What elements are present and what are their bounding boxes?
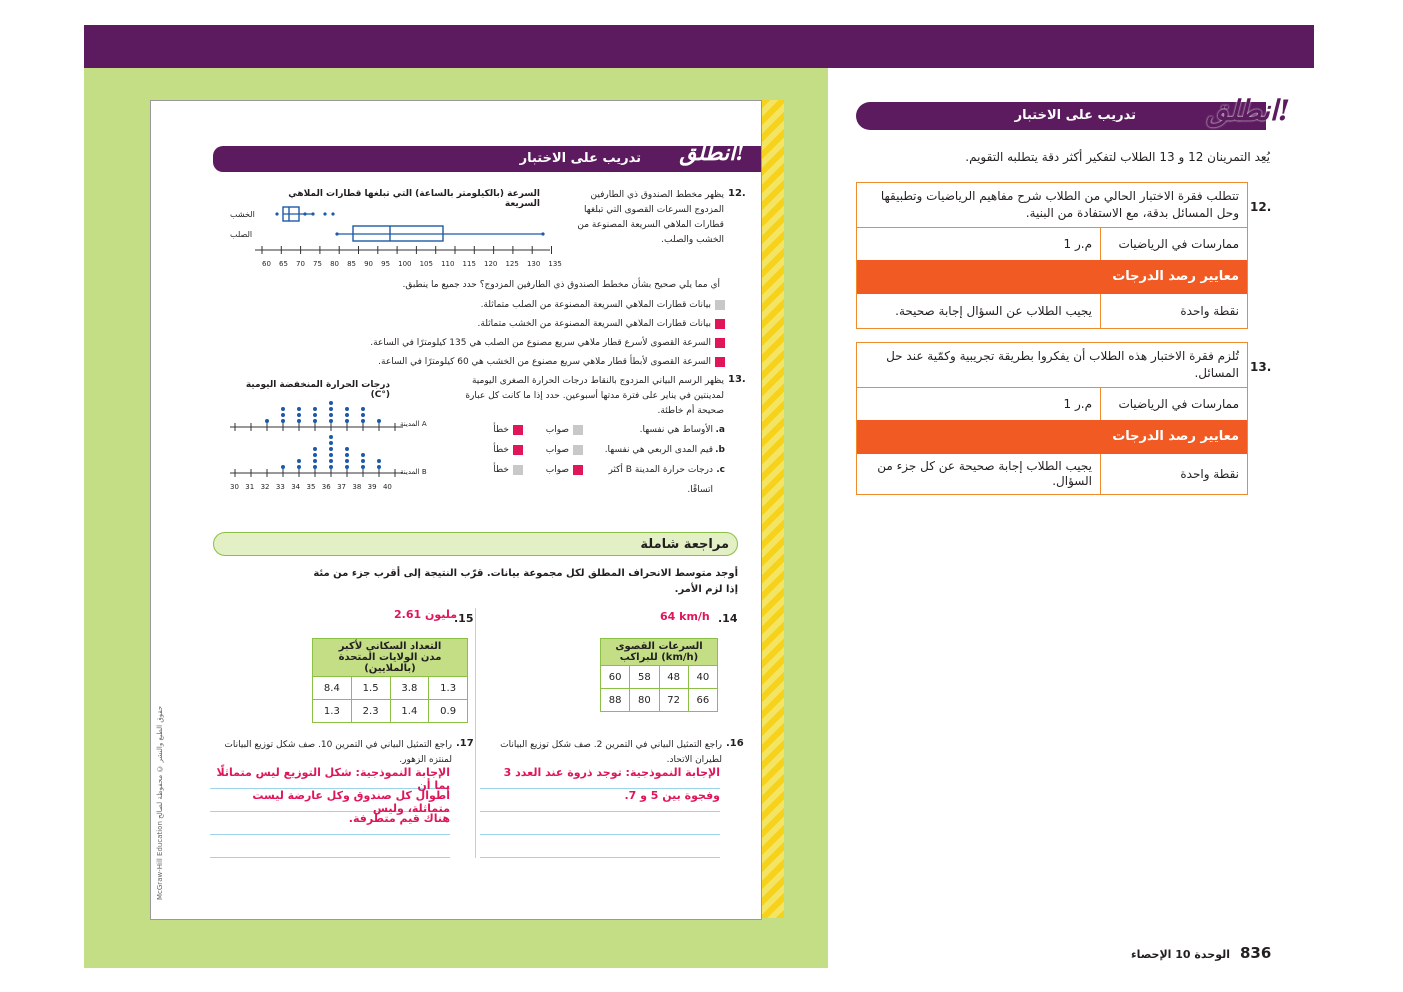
q17-number: .17 xyxy=(456,738,474,749)
data-dot xyxy=(361,465,365,469)
page-edge-strip xyxy=(762,100,784,918)
checkbox-icon xyxy=(573,425,583,435)
student-banner-go: انطلق! xyxy=(679,140,745,166)
axis-tick-label: 85 xyxy=(347,260,356,268)
data-dot xyxy=(297,459,301,463)
teacher-banner xyxy=(856,94,1290,132)
axis-tick-label: 105 xyxy=(419,260,433,268)
axis-tick-label: 31 xyxy=(245,483,255,491)
q13-statement: c. درجات حرارة المدينة B أكثر اتساقًا. صواب خطأ xyxy=(455,460,725,500)
checkbox-checked-icon[interactable] xyxy=(715,357,725,367)
axis-tick-label: 65 xyxy=(279,260,288,268)
data-dot xyxy=(329,407,333,411)
axis-tick-label: 37 xyxy=(337,483,346,491)
boxplot-label-steel: الصلب xyxy=(230,230,253,239)
table-15: التعداد السكاني لأكبر مدن الولايات المتحدة (بالملايين) 8.4 1.5 3.8 1.3 1.3 2.3 1.4 0.9 xyxy=(312,638,468,723)
false-option[interactable]: خطأ xyxy=(473,420,523,440)
checkbox-icon[interactable] xyxy=(715,300,725,310)
axis-tick-label: 135 xyxy=(548,260,562,268)
checkbox-checked-icon[interactable] xyxy=(715,319,725,329)
data-dot xyxy=(281,407,285,411)
axis-tick-label: 125 xyxy=(505,260,519,268)
data-dot xyxy=(329,447,333,451)
data-dot xyxy=(329,419,333,423)
axis-tick-label: 32 xyxy=(260,483,270,491)
data-dot xyxy=(329,459,333,463)
axis-tick-label: 100 xyxy=(398,260,412,268)
axis-tick-label: 130 xyxy=(526,260,541,268)
axis-tick-label: 40 xyxy=(382,483,392,491)
data-dot xyxy=(377,459,381,463)
axis-tick-label: 33 xyxy=(275,483,285,491)
practice-value: م.ر 1 xyxy=(1063,397,1092,411)
axis-tick-label: 60 xyxy=(262,260,271,268)
data-dot xyxy=(329,453,333,457)
q13-statement: a. الأوساط هي نفسها. صواب خطأ xyxy=(455,420,725,440)
false-option[interactable]: خطأ xyxy=(473,440,523,460)
top-header-bar xyxy=(84,25,1314,68)
q12-text: يظهر مخطط الصندوق ذي الطارفين المزدوج السرعات القصوى التي تبلغها قطارات الملاهي السريعة المصنوعة من الخشب والصلب. xyxy=(577,190,724,245)
data-dot xyxy=(313,459,317,463)
axis-tick-label: 75 xyxy=(313,260,322,268)
q12-choices xyxy=(300,296,725,372)
data-dot xyxy=(345,419,349,423)
boxplot-label-wood: الخشب xyxy=(230,210,255,219)
practice-label: ممارسات في الرياضيات xyxy=(1100,388,1247,420)
data-dot xyxy=(361,453,365,457)
data-dot xyxy=(329,435,333,439)
table-row: 8.4 1.5 3.8 1.3 xyxy=(313,677,468,700)
axis-tick-label: 30 xyxy=(230,483,239,491)
teacher-item-number: 13. xyxy=(1250,360,1272,374)
axis-tick-label: 35 xyxy=(306,483,316,491)
rubric-points: نقطة واحدة xyxy=(1100,294,1247,328)
rubric-title: معايير رصد الدرجات xyxy=(857,260,1247,294)
data-dot xyxy=(313,453,317,457)
true-option[interactable]: صواب xyxy=(523,420,583,440)
true-option[interactable]: صواب xyxy=(523,440,583,460)
axis-tick-label: 80 xyxy=(330,260,339,268)
q13-statement: b. قيم المدى الربعي هي نفسها. صواب خطأ xyxy=(455,440,725,460)
checkbox-checked-icon xyxy=(513,425,523,435)
checkbox-checked-icon xyxy=(573,465,583,475)
data-dot xyxy=(361,407,365,411)
axis-tick-label: 34 xyxy=(291,483,301,491)
teacher-banner-go: انطلق! xyxy=(1206,94,1290,127)
rubric-criterion: يجيب الطلاب إجابة صحيحة عن كل جزء من السؤال. xyxy=(877,459,1092,488)
data-dot xyxy=(281,465,285,469)
page-number: 836 xyxy=(1240,944,1272,962)
q12-number: 12. xyxy=(728,188,746,199)
q13-number: 13. xyxy=(728,374,746,385)
rubric-box-12 xyxy=(856,182,1248,329)
axis-tick-label: 70 xyxy=(296,260,305,268)
data-dot xyxy=(313,419,317,423)
item-description: تتطلب فقرة الاختبار الحالي من الطلاب شرح مفاهيم الرياضيات وتطبيقها وحل المسائل بدقة، مع الاستفادة من البنية. xyxy=(880,189,1239,220)
q14-answer: 64 km/h xyxy=(660,610,710,623)
checkbox-checked-icon xyxy=(513,445,523,455)
data-dot xyxy=(329,413,333,417)
data-dot xyxy=(265,419,269,423)
q13-statements xyxy=(455,420,725,500)
table-row: 1.3 2.3 1.4 0.9 xyxy=(313,700,468,723)
q12-choice[interactable]: السرعة القصوى لأسرع قطار ملاهي سريع مصنوع من الصلب هي 135 كيلومترًا في الساعة. xyxy=(300,334,725,353)
table-row: 88 80 72 66 xyxy=(601,689,718,712)
data-dot xyxy=(345,413,349,417)
data-dot xyxy=(361,419,365,423)
q16-number: .16 xyxy=(726,738,744,749)
rubric-box-13 xyxy=(856,342,1248,495)
data-dot xyxy=(313,407,317,411)
data-dot xyxy=(345,407,349,411)
data-dot xyxy=(297,413,301,417)
student-banner-title: تدريب على الاختبار xyxy=(213,146,761,172)
axis-tick-label: 95 xyxy=(381,260,391,268)
review-instruction: أوجد متوسط الانحراف المطلق لكل مجموعة بيانات. قرّب النتيجة إلى أقرب جزء من مئة إذا لزم الأمر. xyxy=(313,568,738,595)
data-dot xyxy=(329,401,333,405)
table-14: السرعات القصوى للبراكب (km/h) 60 58 48 40 88 80 72 66 xyxy=(600,638,718,712)
city-b-label: المدينة B xyxy=(400,468,427,476)
true-option[interactable]: صواب xyxy=(523,460,583,500)
data-dot xyxy=(329,441,333,445)
q12-choice[interactable]: السرعة القصوى لأبطأ قطار ملاهي سريع مصنوع من الخشب هي 60 كيلومترًا في الساعة. xyxy=(300,353,725,372)
q16-text: راجع التمثيل البياني في التمرين 2. صف شكل توزيع البيانات لطيران الاتحاد. xyxy=(500,740,722,765)
data-dot xyxy=(345,447,349,451)
data-dot xyxy=(361,459,365,463)
copyright-credit: McGraw-Hill Education حقوق الطبع والنشر © محفوظة لصالح xyxy=(156,705,164,900)
item-description: تُلزم فقرة الاختبار هذه الطلاب أن يفكروا بطريقة تجريبية وكمّية عند حل المسائل. xyxy=(886,349,1239,380)
data-dot xyxy=(377,465,381,469)
axis-tick-label: 39 xyxy=(367,483,377,491)
q15-number: .15 xyxy=(454,612,474,625)
q17-answer-lines[interactable]: الإجابة النموذجية: شكل التوزيع ليس متماثلًا بما أن أطوال كل صندوق وكل عارضة ليست متماثلة، وليس هناك قيم متطرفة. xyxy=(210,766,450,858)
axis-tick-label: 110 xyxy=(441,260,455,268)
dotplot-axis-labels xyxy=(230,483,392,491)
q12-choice[interactable]: بيانات قطارات الملاهي السريعة المصنوعة من الصلب متماثلة. xyxy=(300,296,725,315)
checkbox-icon xyxy=(573,445,583,455)
data-dot xyxy=(361,413,365,417)
data-dot xyxy=(297,465,301,469)
q12-choice[interactable]: بيانات قطارات الملاهي السريعة المصنوعة من الخشب متماثلة. xyxy=(300,315,725,334)
practice-label: ممارسات في الرياضيات xyxy=(1100,228,1247,260)
false-option[interactable]: خطأ xyxy=(473,460,523,500)
teacher-intro: يُعِد التمرينان 12 و 13 الطلاب لتفكير أكثر دقة يتطلبه التقويم. xyxy=(965,150,1270,164)
student-banner xyxy=(213,140,763,174)
data-dot xyxy=(377,419,381,423)
data-dot xyxy=(345,465,349,469)
data-dot xyxy=(313,447,317,451)
q17-text: راجع التمثيل البياني في التمرين 10. صف شكل توزيع البيانات لمنتزه الزهور. xyxy=(224,740,452,765)
data-dot xyxy=(313,413,317,417)
unit-footer: الوحدة 10 الإحصاء xyxy=(1130,948,1230,961)
boxplot-axis-labels xyxy=(262,260,562,268)
teacher-item-number: 12. xyxy=(1250,200,1272,214)
data-dot xyxy=(345,453,349,457)
axis-tick-label: 90 xyxy=(364,260,374,268)
rubric-criterion: يجيب الطلاب عن السؤال إجابة صحيحة. xyxy=(895,304,1092,318)
practice-value: م.ر 1 xyxy=(1063,237,1092,251)
column-divider xyxy=(475,608,476,858)
dotplot-title: درجات الحرارة المنخفضة اليومية (°C) xyxy=(245,380,390,400)
city-a-label: المدينة A xyxy=(400,420,427,428)
rubric-points: نقطة واحدة xyxy=(1100,454,1247,494)
boxplot-title: السرعة (بالكيلومتر بالساعة) التي تبلغها قطارات الملاهي السريعة xyxy=(288,189,540,209)
data-dot xyxy=(297,419,301,423)
data-dot xyxy=(313,465,317,469)
axis-tick-label: 36 xyxy=(321,483,331,491)
teacher-banner-title: تدريب على الاختبار xyxy=(856,102,1266,130)
q12-prompt: أي مما يلي صحيح بشأن مخطط الصندوق ذي الطارفين المزدوج؟ حدد جميع ما ينطبق. xyxy=(402,280,720,290)
data-dot xyxy=(345,459,349,463)
table-row: 60 58 48 40 xyxy=(601,666,718,689)
data-dot xyxy=(281,419,285,423)
q14-number: .14 xyxy=(718,612,738,625)
data-dot xyxy=(297,407,301,411)
checkbox-checked-icon[interactable] xyxy=(715,338,725,348)
checkbox-icon xyxy=(513,465,523,475)
axis-tick-label: 115 xyxy=(462,260,476,268)
axis-tick-label: 38 xyxy=(352,483,362,491)
axis-tick-label: 120 xyxy=(484,260,498,268)
data-dot xyxy=(329,465,333,469)
data-dot xyxy=(281,413,285,417)
q13-text: يظهر الرسم البياني المزدوج بالنقاط درجات الحرارة الصغرى اليومية لمدينتين في يناير على فترة مدتها أسبوعين. حدد إذا ما كانت كل عبارة صحيحة أم خاطئة. xyxy=(465,376,724,416)
q16-answer-lines[interactable]: الإجابة النموذجية: توجد ذروة عند العدد 3 وفجوة بين 5 و 7. xyxy=(480,766,720,858)
q15-answer: 2.61 مليون xyxy=(394,608,458,621)
review-banner: مراجعة شاملة xyxy=(213,532,738,556)
rubric-title: معايير رصد الدرجات xyxy=(857,420,1247,454)
